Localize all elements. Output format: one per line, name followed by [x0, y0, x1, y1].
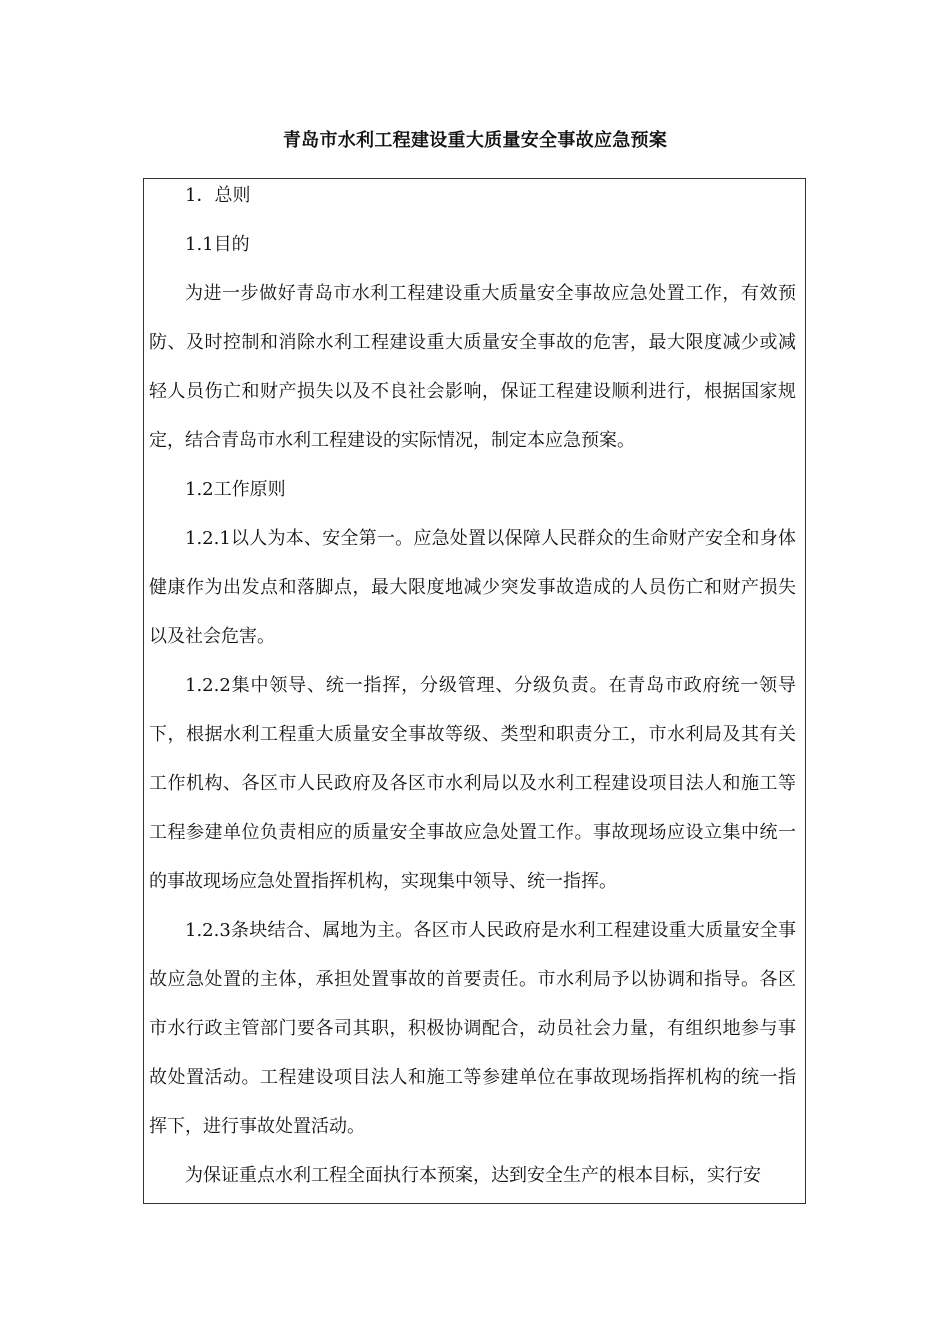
- paragraph-principle-1: 1.2.1以人为本、安全第一。应急处置以保障人民群众的生命财产安全和身体健康作为出发点和落脚点，最大限度地减少突发事故造成的人员伤亡和财产损失以及社会危害。: [149, 528, 796, 647]
- paragraph-purpose: 为进一步做好青岛市水利工程建设重大质量安全事故应急处置工作，有效预防、及时控制和消除水利工程建设重大质量安全事故的危害，最大限度减少或减轻人员伤亡和财产损失以及不良社会影响，保证工程建设顺利进行，根据国家规定，结合青岛市水利工程建设的实际情况，制定本应急预案。: [149, 283, 796, 451]
- section-heading-purpose: 1.1目的: [185, 234, 250, 255]
- content-body: [144, 178, 805, 1200]
- section-heading-general: 1．总则: [185, 185, 251, 206]
- content-frame: [143, 178, 806, 1204]
- paragraph-principle-3: 1.2.3条块结合、属地为主。各区市人民政府是水利工程建设重大质量安全事故应急处置的主体，承担处置事故的首要责任。市水利局予以协调和指导。各区市水行政主管部门要各司其职，积极协调配合，动员社会力量，有组织地参与事故处置活动。工程建设项目法人和施工等参建单位在事故现场指挥机构的统一指挥下，进行事故处置活动。: [149, 920, 796, 1137]
- document-title: 青岛市水利工程建设重大质量安全事故应急预案: [282, 130, 668, 151]
- paragraph-continued: 为保证重点水利工程全面执行本预案，达到安全生产的根本目标，实行安: [185, 1165, 761, 1186]
- section-heading-principles: 1.2工作原则: [185, 479, 286, 500]
- paragraph-principle-2: 1.2.2集中领导、统一指挥，分级管理、分级负责。在青岛市政府统一领导下，根据水利工程重大质量安全事故等级、类型和职责分工，市水利局及其有关工作机构、各区市人民政府及各区市水利局以及水利工程建设项目法人和施工等工程参建单位负责相应的质量安全事故应急处置工作。事故现场应设立集中统一的事故现场应急处置指挥机构，实现集中领导、统一指挥。: [149, 675, 796, 892]
